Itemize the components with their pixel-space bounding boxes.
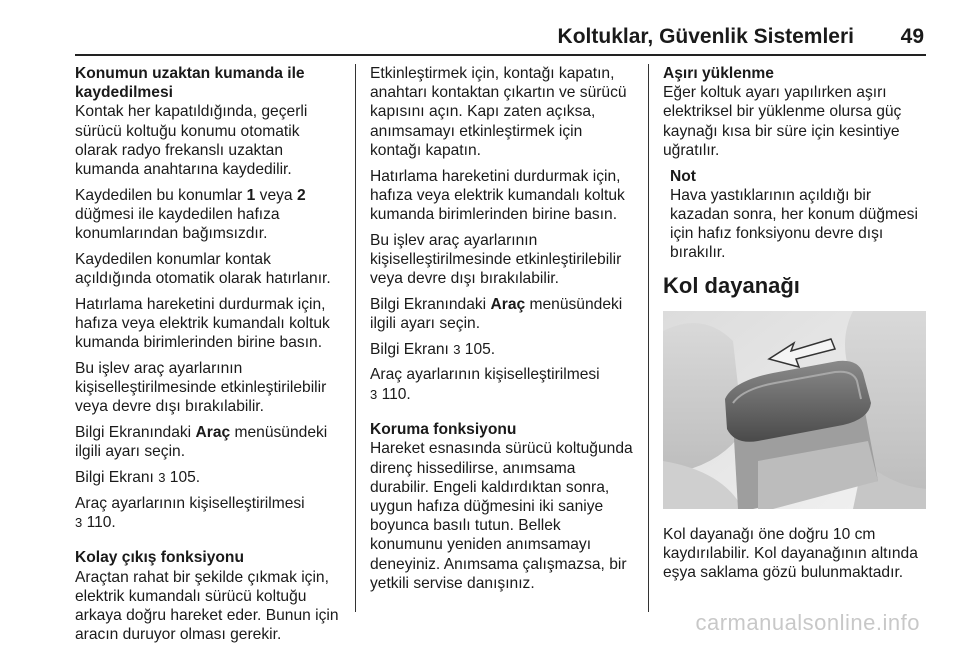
- paragraph: Kontak her kapatıldığında, geçerli sürücü koltuğu konumu otomatik olarak radyo frekanslı uzaktan kumanda anahtarına kaydedilir.: [75, 103, 308, 179]
- paragraph: Hatırlama hareketini durdurmak için, hafıza veya elektrik kumandalı koltuk kumanda birimlerinden birine basın.: [75, 295, 330, 352]
- paragraph: Bilgi Ekranındaki Araç menüsündeki ilgili ayarı seçin.: [75, 423, 328, 461]
- column-divider-1: [355, 64, 356, 612]
- paragraph: Bilgi Ekranındaki Araç menüsündeki ilgili ayarı seçin.: [370, 295, 623, 332]
- heading-remote-memory: Konumun uzaktan kumanda ile kaydedilmesi: [75, 65, 305, 102]
- heading-protection-function: Koruma fonksiyonu: [370, 421, 517, 439]
- cross-reference-info-display[interactable]: Bilgi Ekranı 3 105.: [370, 340, 496, 358]
- note-title: Not: [670, 167, 696, 185]
- note-text: Hava yastıklarının açıldığı bir kazadan sonra, her konum düğmesi için hafız fonksiyonu devre dışı bırakılır.: [670, 186, 918, 262]
- running-title: Koltuklar, Güvenlik Sistemleri: [557, 25, 854, 48]
- heading-overload: Aşırı yüklenme: [663, 65, 774, 82]
- paragraph: Kaydedilen konumlar kontak açıldığında otomatik olarak hatırlanır.: [75, 250, 331, 288]
- page-ref-icon: 3: [158, 469, 166, 485]
- paragraph: Kol dayanağı öne doğru 10 cm kaydırılabilir. Kol dayanağının altında eşya saklama gözü bulunmaktadır.: [663, 525, 918, 581]
- page-header: [0, 0, 960, 55]
- menu-ref-arac: Araç: [195, 423, 231, 441]
- paragraph: Kaydedilen bu konumlar 1 veya 2 düğmesi ile kaydedilen hafıza konumlarından bağımsızdır.: [75, 186, 306, 243]
- cross-reference-vehicle-personalisation[interactable]: Araç ayarlarının kişiselleştirilmesi 3 110.: [370, 366, 600, 403]
- note-box: [663, 167, 931, 263]
- button-ref-1: 1: [246, 186, 256, 204]
- page-number: 49: [900, 25, 924, 48]
- column-3: [663, 64, 931, 589]
- cross-reference-vehicle-personalisation[interactable]: Araç ayarlarının kişiselleştirilmesi 3 110.: [75, 494, 305, 531]
- paragraph: Araçtan rahat bir şekilde çıkmak için, elektrik kumandalı sürücü koltuğu arkaya doğru hareket eder. Bunun için aracın duruyor olması gerekir.: [75, 568, 339, 644]
- paragraph: Bu işlev araç ayarlarının kişiselleştirilmesinde etkinleştirilebilir veya devre dışı bırakılabilir.: [370, 231, 622, 288]
- button-ref-2: 2: [296, 186, 306, 204]
- paragraph: Hatırlama hareketini durdurmak için, hafıza veya elektrik kumandalı koltuk kumanda birimlerinden birine basın.: [370, 167, 625, 223]
- page-ref-icon: 3: [75, 514, 83, 530]
- column-divider-2: [648, 64, 649, 612]
- paragraph: Eğer koltuk ayarı yapılırken aşırı elektriksel bir yüklenme olursa güç kaynağı kısa bir süre için kesintiye uğratılır.: [663, 84, 902, 159]
- watermark: carmanualsonline.info: [695, 610, 920, 635]
- heading-easy-exit: Kolay çıkış fonksiyonu: [75, 549, 244, 567]
- section-title-armrest: Kol dayanağı: [663, 272, 800, 298]
- page-ref-icon: 3: [453, 341, 461, 357]
- armrest-photo: [663, 311, 926, 509]
- paragraph: Etkinleştirmek için, kontağı kapatın, anahtarı kontaktan çıkartın ve sürücü kapısını açın. Kapı zaten açıksa, anımsamayı etkinleştirmek için kontağı kapatın.: [370, 65, 627, 159]
- menu-ref-arac: Araç: [490, 295, 526, 313]
- column-1: [75, 64, 345, 651]
- column-2: [370, 64, 635, 600]
- paragraph: Bu işlev araç ayarlarının kişiselleştirilmesinde etkinleştirilebilir veya devre dışı bırakılabilir.: [75, 359, 327, 416]
- paragraph: Hareket esnasında sürücü koltuğunda direnç hissedilirse, anımsama durabilir. Engeli kaldırdıktan sonra, uygun hafıza düğmesini iki saniye boyunca basılı tutun. Bellek konumunu yeniden anımsamayı deneyiniz. Anımsama çalışmazsa, bir yetkili servise danışınız.: [370, 440, 633, 592]
- cross-reference-info-display[interactable]: Bilgi Ekranı 3 105.: [75, 468, 201, 486]
- header-rule: [75, 54, 926, 56]
- page-ref-icon: 3: [370, 386, 378, 402]
